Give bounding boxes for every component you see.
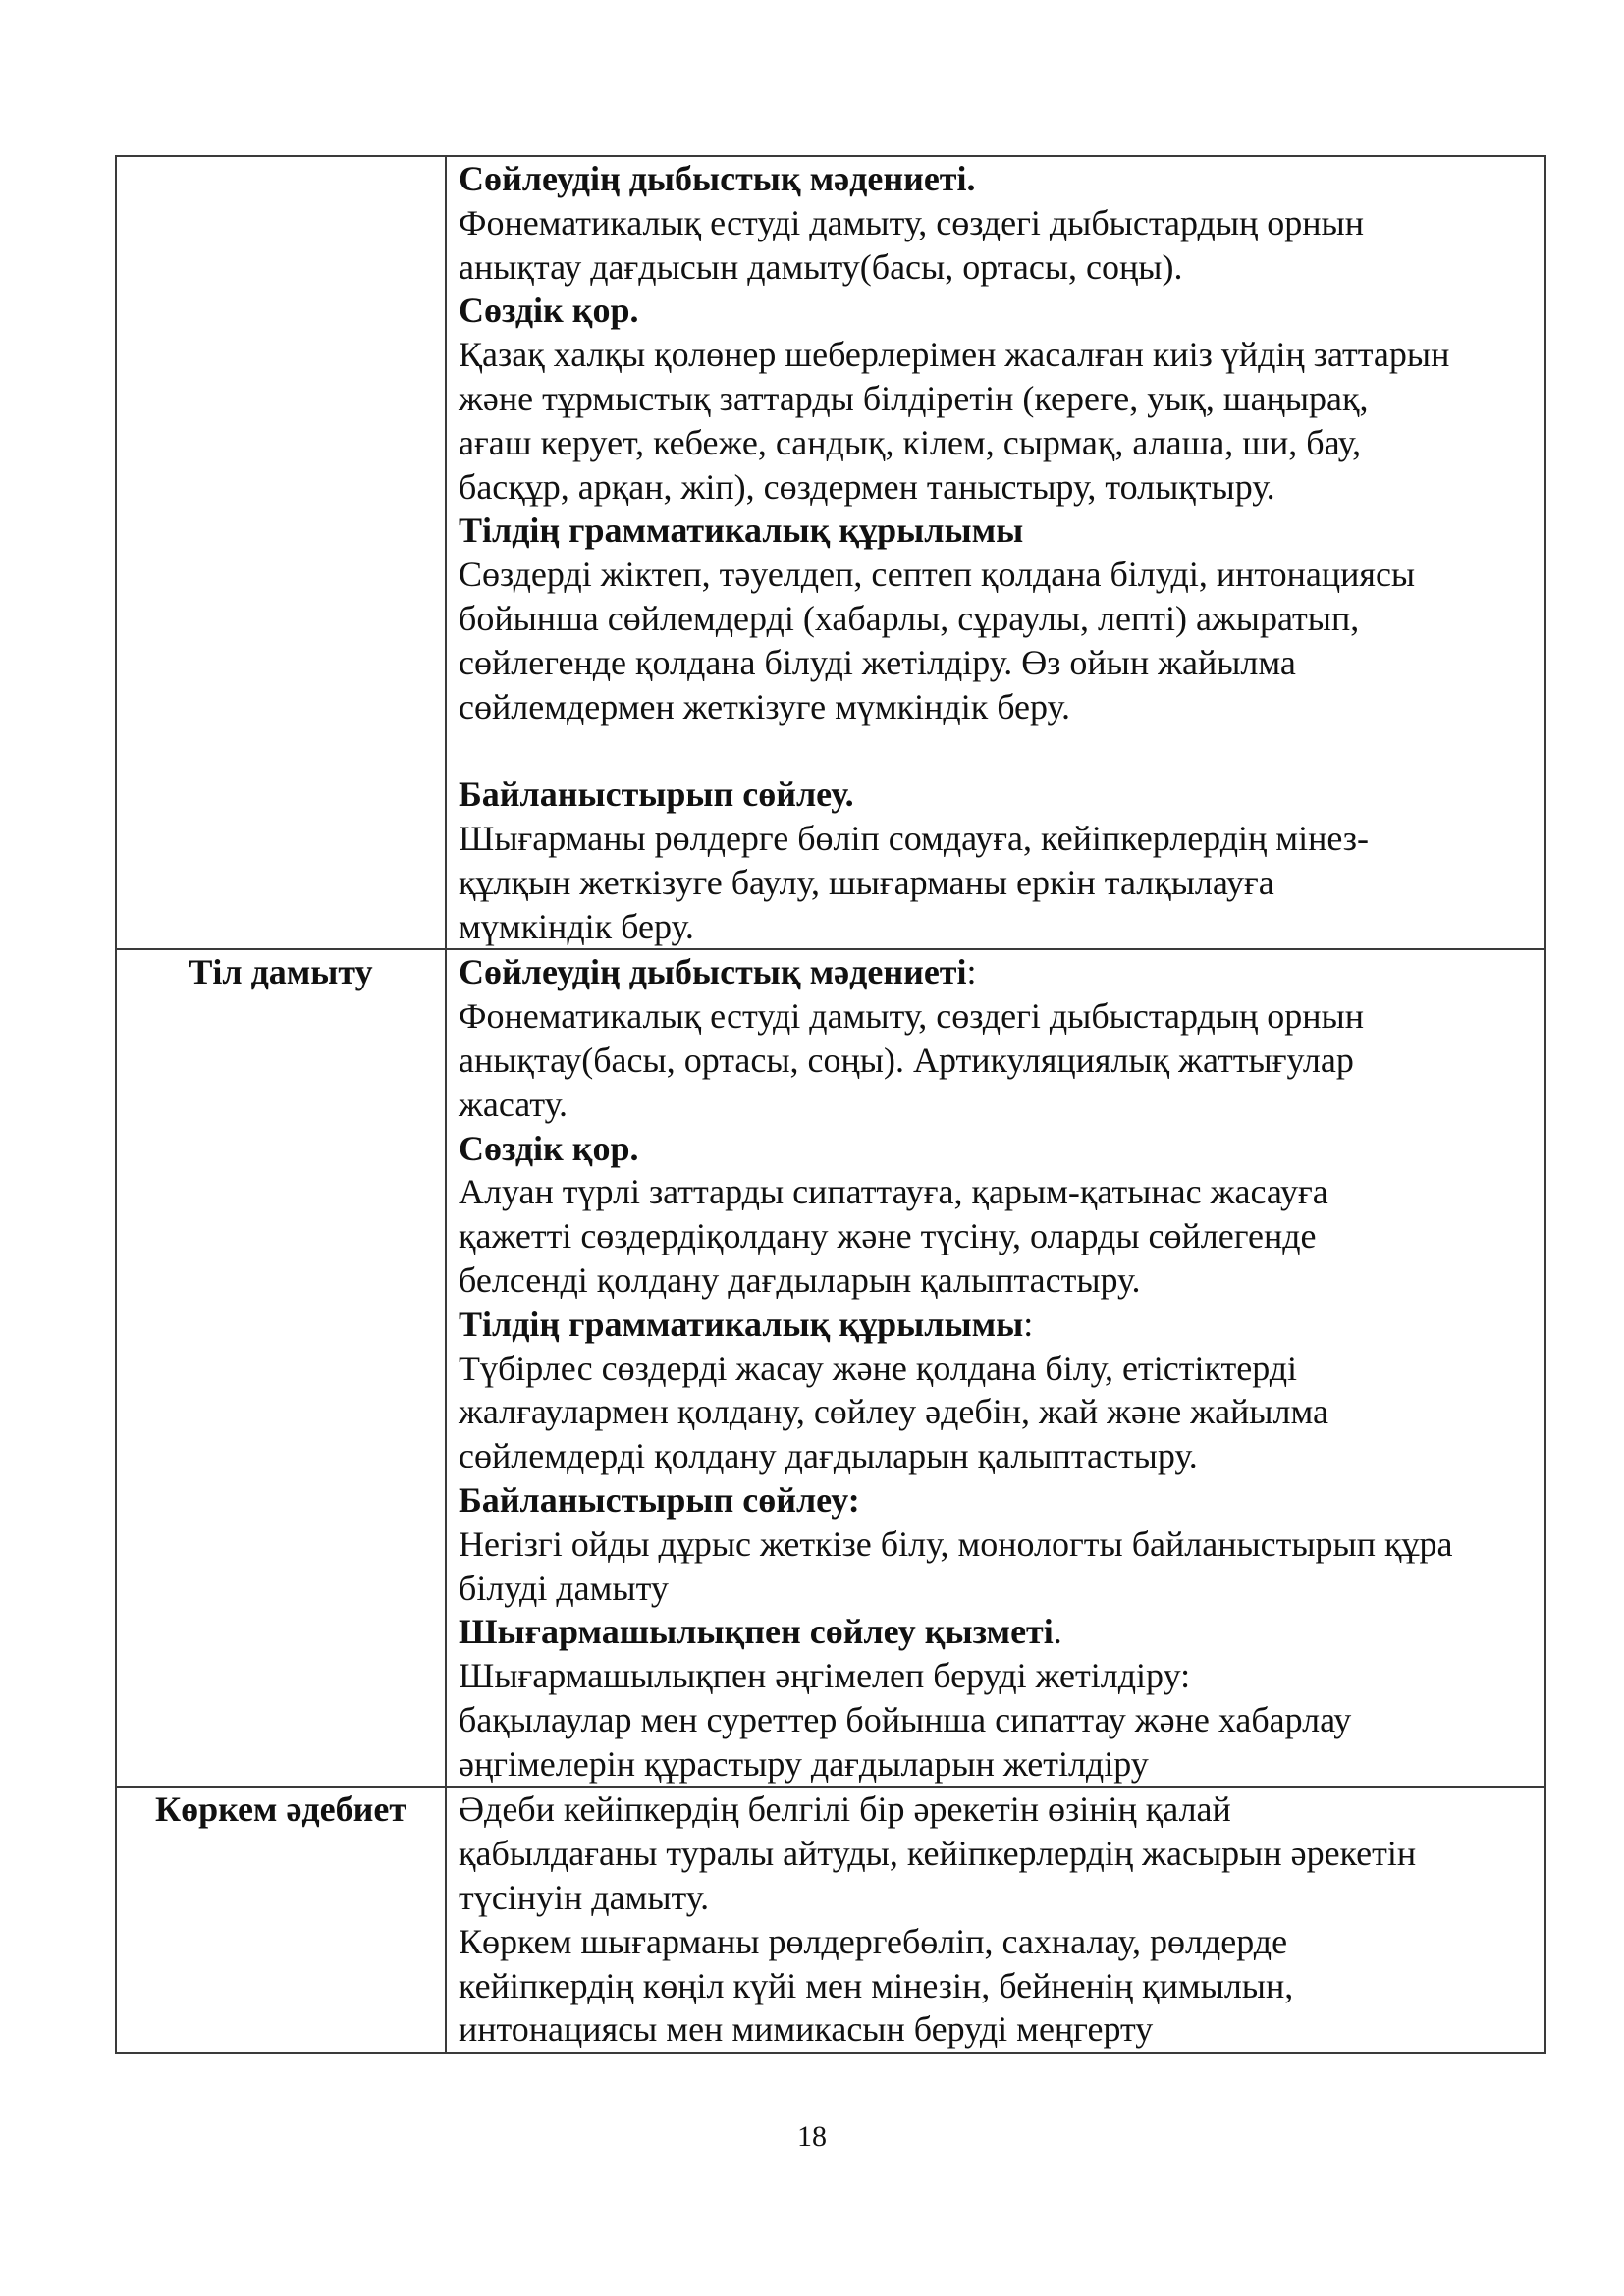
section-block xyxy=(459,1478,1537,1610)
section-block xyxy=(459,1127,1537,1303)
content-cell xyxy=(446,1787,1545,2053)
section-text: Негізгі ойды дұрыс жеткізе білу, монологты байланыстырып құра білуді дамыту xyxy=(459,1523,1453,1608)
section-block xyxy=(459,950,1537,1126)
section-text: Шығарманы рөлдерге бөліп сомдауға, кейіпкерлердің мінез- құлқын жеткізуге баулу, шығарманы еркін талқылауға мүмкіндік беру. xyxy=(459,818,1369,946)
section-text: Алуан түрлі заттарды сипаттауға, қарым-қатынас жасауға қажетті сөздердіқолдану және түсіну, оларды сөйлегенде белсенді қолдану дағдыларын қалыптастыру. xyxy=(459,1172,1328,1300)
section-block xyxy=(459,289,1537,508)
section-text: Әдеби кейіпкердің белгілі бір әрекетін өзінің қалай қабылдағаны туралы айтуды, кейіпкерлердің жасырын әрекетін түсінуін дамыту. Көркем шығарманы рөлдергебөліп, сахналау, рөлдерде кейіпкердің көңіл күйі мен мінезін, бейненің қимылын, интонациясы мен мимикасын беруді меңгерту xyxy=(459,1789,1417,2050)
heading-suffix: . xyxy=(1053,1612,1062,1652)
section-heading: Тілдің грамматикалық құрылымы xyxy=(459,510,1024,551)
section-heading: Сөздік қор. xyxy=(459,291,639,331)
page-number: 18 xyxy=(797,2120,827,2153)
section-text: Қазақ халқы қолөнер шеберлерімен жасалған киіз үйдің заттарын және тұрмыстық заттарды білдіретін (кереге, уық, шаңырақ, ағаш керует, кебеже, сандық, кілем, сырмақ, алаша, ши, бау, басқұр, арқан, жіп), сөздермен таныстыру, толықтыру. xyxy=(459,335,1450,507)
area-label: Көркем әдебиет xyxy=(154,1789,407,1830)
section-block xyxy=(459,508,1537,728)
content-cell xyxy=(446,949,1545,1787)
section-heading: Сөйлеудің дыбыстық мәдениеті. xyxy=(459,159,976,198)
blank-line xyxy=(459,728,1537,773)
content-cell xyxy=(446,156,1545,949)
section-block xyxy=(459,1610,1537,1786)
section-heading: Шығармашылықпен сөйлеу қызметі xyxy=(459,1612,1054,1652)
table-row xyxy=(116,156,1545,949)
section-block xyxy=(459,1303,1537,1478)
section-heading: Тілдің грамматикалық құрылымы xyxy=(459,1304,1024,1344)
area-label-cell xyxy=(116,949,446,1787)
table-row xyxy=(116,1787,1545,2053)
section-block xyxy=(459,773,1537,948)
section-text: Фонематикалық естуді дамыту, сөздегі дыбыстардың орнын анықтау дағдысын дамыту(басы, ортасы, соңы). xyxy=(459,202,1364,287)
heading-suffix: : xyxy=(1023,1304,1034,1344)
section-heading: Байланыстырып сөйлеу: xyxy=(459,1479,860,1520)
heading-suffix: : xyxy=(966,952,977,992)
section-block xyxy=(459,157,1537,289)
area-label: Тіл дамыту xyxy=(189,952,373,992)
table-row xyxy=(116,949,1545,1787)
section-heading: Сөйлеудің дыбыстық мәдениеті xyxy=(459,952,967,992)
area-label-cell xyxy=(116,156,446,949)
section-text: Түбірлес сөздерді жасау және қолдана білу, етістіктерді жалғаулармен қолдану, сөйлеу әдебін, жай және жайылма сөйлемдерді қолдану дағдыларын қалыптастыру. xyxy=(459,1348,1328,1476)
section-text: Сөздерді жіктеп, тәуелдеп, септеп қолдана білуді, интонациясы бойынша сөйлемдерді (хабарлы, сұраулы, лепті) ажыратып, сөйлегенде қолдана білуді жетілдіру. Өз ойын жайылма сөйлемдермен жеткізуге мүмкіндік беру. xyxy=(459,555,1416,726)
curriculum-table xyxy=(115,155,1546,2054)
section-block xyxy=(459,1788,1537,2052)
area-label-cell xyxy=(116,1787,446,2053)
section-text: Шығармашылықпен әңгімелеп беруді жетілдіру: бақылаулар мен суреттер бойынша сипаттау және хабарлау әңгімелерін құрастыру дағдыларын жетілдіру xyxy=(459,1656,1352,1784)
section-heading: Сөздік қор. xyxy=(459,1128,639,1168)
section-heading: Байланыстырып сөйлеу. xyxy=(459,774,854,815)
section-text: Фонематикалық естуді дамыту, сөздегі дыбыстардың орнын анықтау(басы, ортасы, соңы). Артикуляциялық жаттығулар жасату. xyxy=(459,996,1364,1124)
